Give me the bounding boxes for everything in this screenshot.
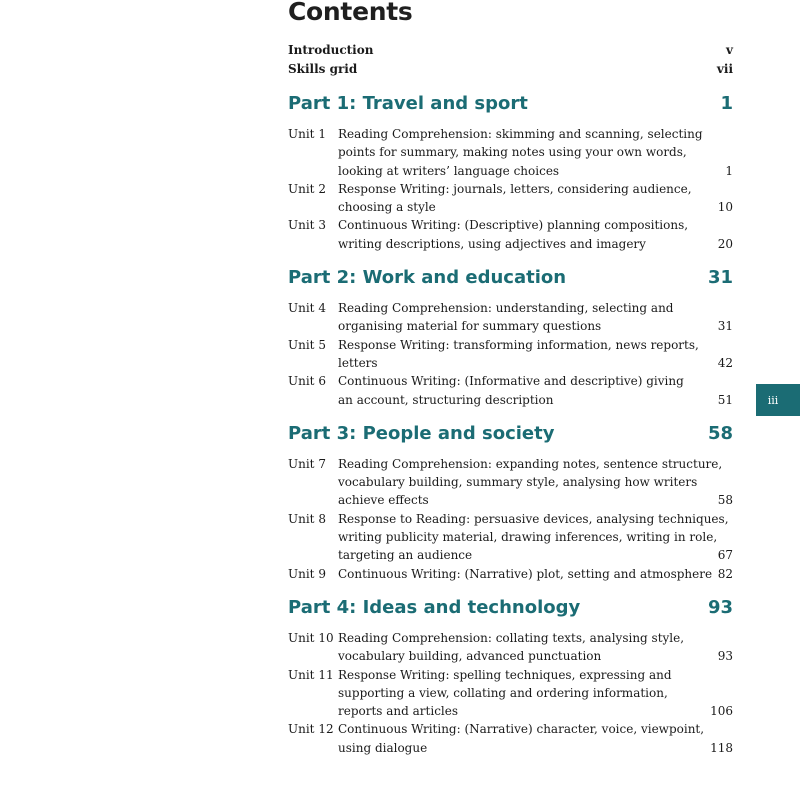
unit-label: Unit 11 [288,667,334,682]
unit-description-line [338,647,733,665]
unit-description-line [338,198,733,216]
front-matter-page: vii [716,61,733,76]
unit-description-text: Continuous Writing: (Informative and descriptive) giving [338,374,684,389]
unit-list [288,299,733,409]
unit-entry[interactable] [288,216,733,253]
part-title: Part 2: Work and education [288,267,567,289]
unit-page-number: 82 [717,566,733,581]
unit-page-number: 31 [717,319,733,334]
part-title: Part 1: Travel and sport [288,93,528,114]
unit-label: Unit 1 [288,127,326,141]
part-heading-3[interactable] [288,423,733,445]
unit-description-line [338,235,733,253]
part-page-number: 1 [720,93,733,114]
unit-description-line [338,354,733,372]
unit-page-number: 42 [717,355,733,370]
unit-page-number: 1 [725,163,733,178]
unit-page-number: 67 [717,548,733,563]
front-matter-label: Introduction [288,43,374,57]
unit-description-line [338,528,733,546]
unit-page-number: 118 [710,740,733,755]
unit-description-text: reports and articles [338,704,459,719]
unit-description-text: an account, structuring description [338,392,554,407]
page-title: Contents [288,0,413,26]
unit-entry[interactable] [288,720,733,757]
unit-label: Unit 5 [288,337,326,352]
unit-description-text: targeting an audience [338,548,473,563]
unit-description-line [338,125,733,143]
unit-description-line [338,455,733,473]
part-page-number: 58 [707,422,733,444]
unit-description-line [338,629,733,647]
unit-list [288,125,733,253]
unit-description-text: Reading Comprehension: expanding notes, sentence structure, [338,456,723,471]
unit-label: Unit 10 [288,630,334,645]
parts-list [288,93,733,757]
unit-description [338,299,733,336]
unit-label: Unit 8 [288,511,326,526]
unit-description-text: Continuous Writing: (Narrative) plot, setting and atmosphere [338,566,713,581]
unit-description-text: achieve effects [338,493,429,508]
unit-page-number: 58 [717,493,733,508]
front-matter-item-introduction[interactable] [288,41,733,60]
unit-description [338,720,733,757]
unit-page-number: 20 [717,236,733,251]
unit-description [338,216,733,253]
front-matter [288,41,733,78]
unit-page-number: 51 [717,392,733,407]
unit-description-line [338,143,733,161]
unit-description-text: Response to Reading: persuasive devices, analysing techniques, [338,511,729,526]
unit-description-text: writing descriptions, using adjectives and imagery [338,236,646,251]
unit-description-line [338,336,733,354]
contents-page [288,0,733,757]
part-heading-2[interactable] [288,267,733,289]
unit-description [338,510,733,565]
unit-label: Unit 3 [288,218,326,233]
unit-entry[interactable] [288,336,733,373]
front-matter-item-skills-grid[interactable] [288,60,733,79]
unit-description-line [338,702,733,720]
unit-description-text: writing publicity material, drawing inferences, writing in role, [338,530,718,545]
unit-description-line [338,162,733,180]
unit-description [338,455,733,510]
unit-description [338,666,733,721]
unit-description-text: using dialogue [338,740,428,755]
front-matter-label: Skills grid [288,61,358,76]
unit-description-line [338,510,733,528]
unit-entry[interactable] [288,629,733,666]
unit-description-line [338,565,733,583]
unit-description-line [338,491,733,509]
part-heading-4[interactable] [288,597,733,619]
unit-description [338,565,733,583]
unit-description [338,372,733,409]
unit-entry[interactable] [288,299,733,336]
unit-description-line [338,391,733,409]
unit-description-line [338,372,733,390]
unit-entry[interactable] [288,666,733,721]
unit-description-text: organising material for summary questions [338,319,602,334]
unit-page-number: 106 [710,704,733,719]
unit-description-text: Response Writing: transforming information, news reports, [338,337,699,352]
unit-entry[interactable] [288,510,733,565]
unit-description [338,180,733,217]
unit-description-line [338,739,733,757]
unit-description-line [338,684,733,702]
unit-description-text: letters [338,355,378,370]
unit-description-text: looking at writers’ language choices [338,163,560,178]
part-page-number: 93 [707,596,733,618]
unit-label: Unit 6 [288,374,326,389]
unit-entry[interactable] [288,372,733,409]
unit-description-text: points for summary, making notes using your own words, [338,145,687,160]
unit-description-text: vocabulary building, summary style, analysing how writers [338,475,698,490]
unit-description-text: Reading Comprehension: skimming and scanning, selecting [338,127,703,141]
unit-label: Unit 7 [288,456,326,471]
front-matter-page: v [726,43,733,57]
unit-description-text: supporting a view, collating and ordering information, [338,685,668,700]
unit-description-line [338,666,733,684]
unit-description-line [338,180,733,198]
unit-description-text: vocabulary building, advanced punctuation [338,649,602,664]
unit-description-line [338,216,733,234]
part-title: Part 4: Ideas and technology [288,596,581,618]
unit-description-line [338,546,733,564]
unit-entry[interactable] [288,565,733,583]
unit-description-line [338,317,733,335]
unit-description-line [338,720,733,738]
unit-description-text: Response Writing: spelling techniques, expressing and [338,667,672,682]
unit-description-line [338,473,733,491]
part-page-number: 31 [707,267,733,289]
unit-description-text: choosing a style [338,200,436,215]
part-title: Part 3: People and society [288,422,555,444]
unit-description-text: Continuous Writing: (Descriptive) planning compositions, [338,218,689,233]
unit-description [338,125,733,180]
unit-description-text: Reading Comprehension: collating texts, analysing style, [338,630,685,645]
unit-label: Unit 9 [288,566,326,581]
unit-list [288,455,733,583]
unit-description-text: Reading Comprehension: understanding, selecting and [338,301,674,316]
unit-description [338,629,733,666]
unit-entry[interactable] [288,180,733,217]
unit-page-number: 93 [717,649,733,664]
unit-entry[interactable] [288,125,733,180]
unit-entry[interactable] [288,455,733,510]
unit-description-line [338,299,733,317]
unit-list [288,629,733,757]
unit-page-number: 10 [717,200,733,215]
unit-label: Unit 2 [288,181,326,196]
page-number-tab: iii [756,384,800,416]
unit-description [338,336,733,373]
unit-label: Unit 12 [288,722,334,737]
unit-description-text: Response Writing: journals, letters, considering audience, [338,181,692,196]
part-heading-1[interactable] [288,93,733,115]
unit-description-text: Continuous Writing: (Narrative) character, voice, viewpoint, [338,722,705,737]
unit-label: Unit 4 [288,301,326,316]
